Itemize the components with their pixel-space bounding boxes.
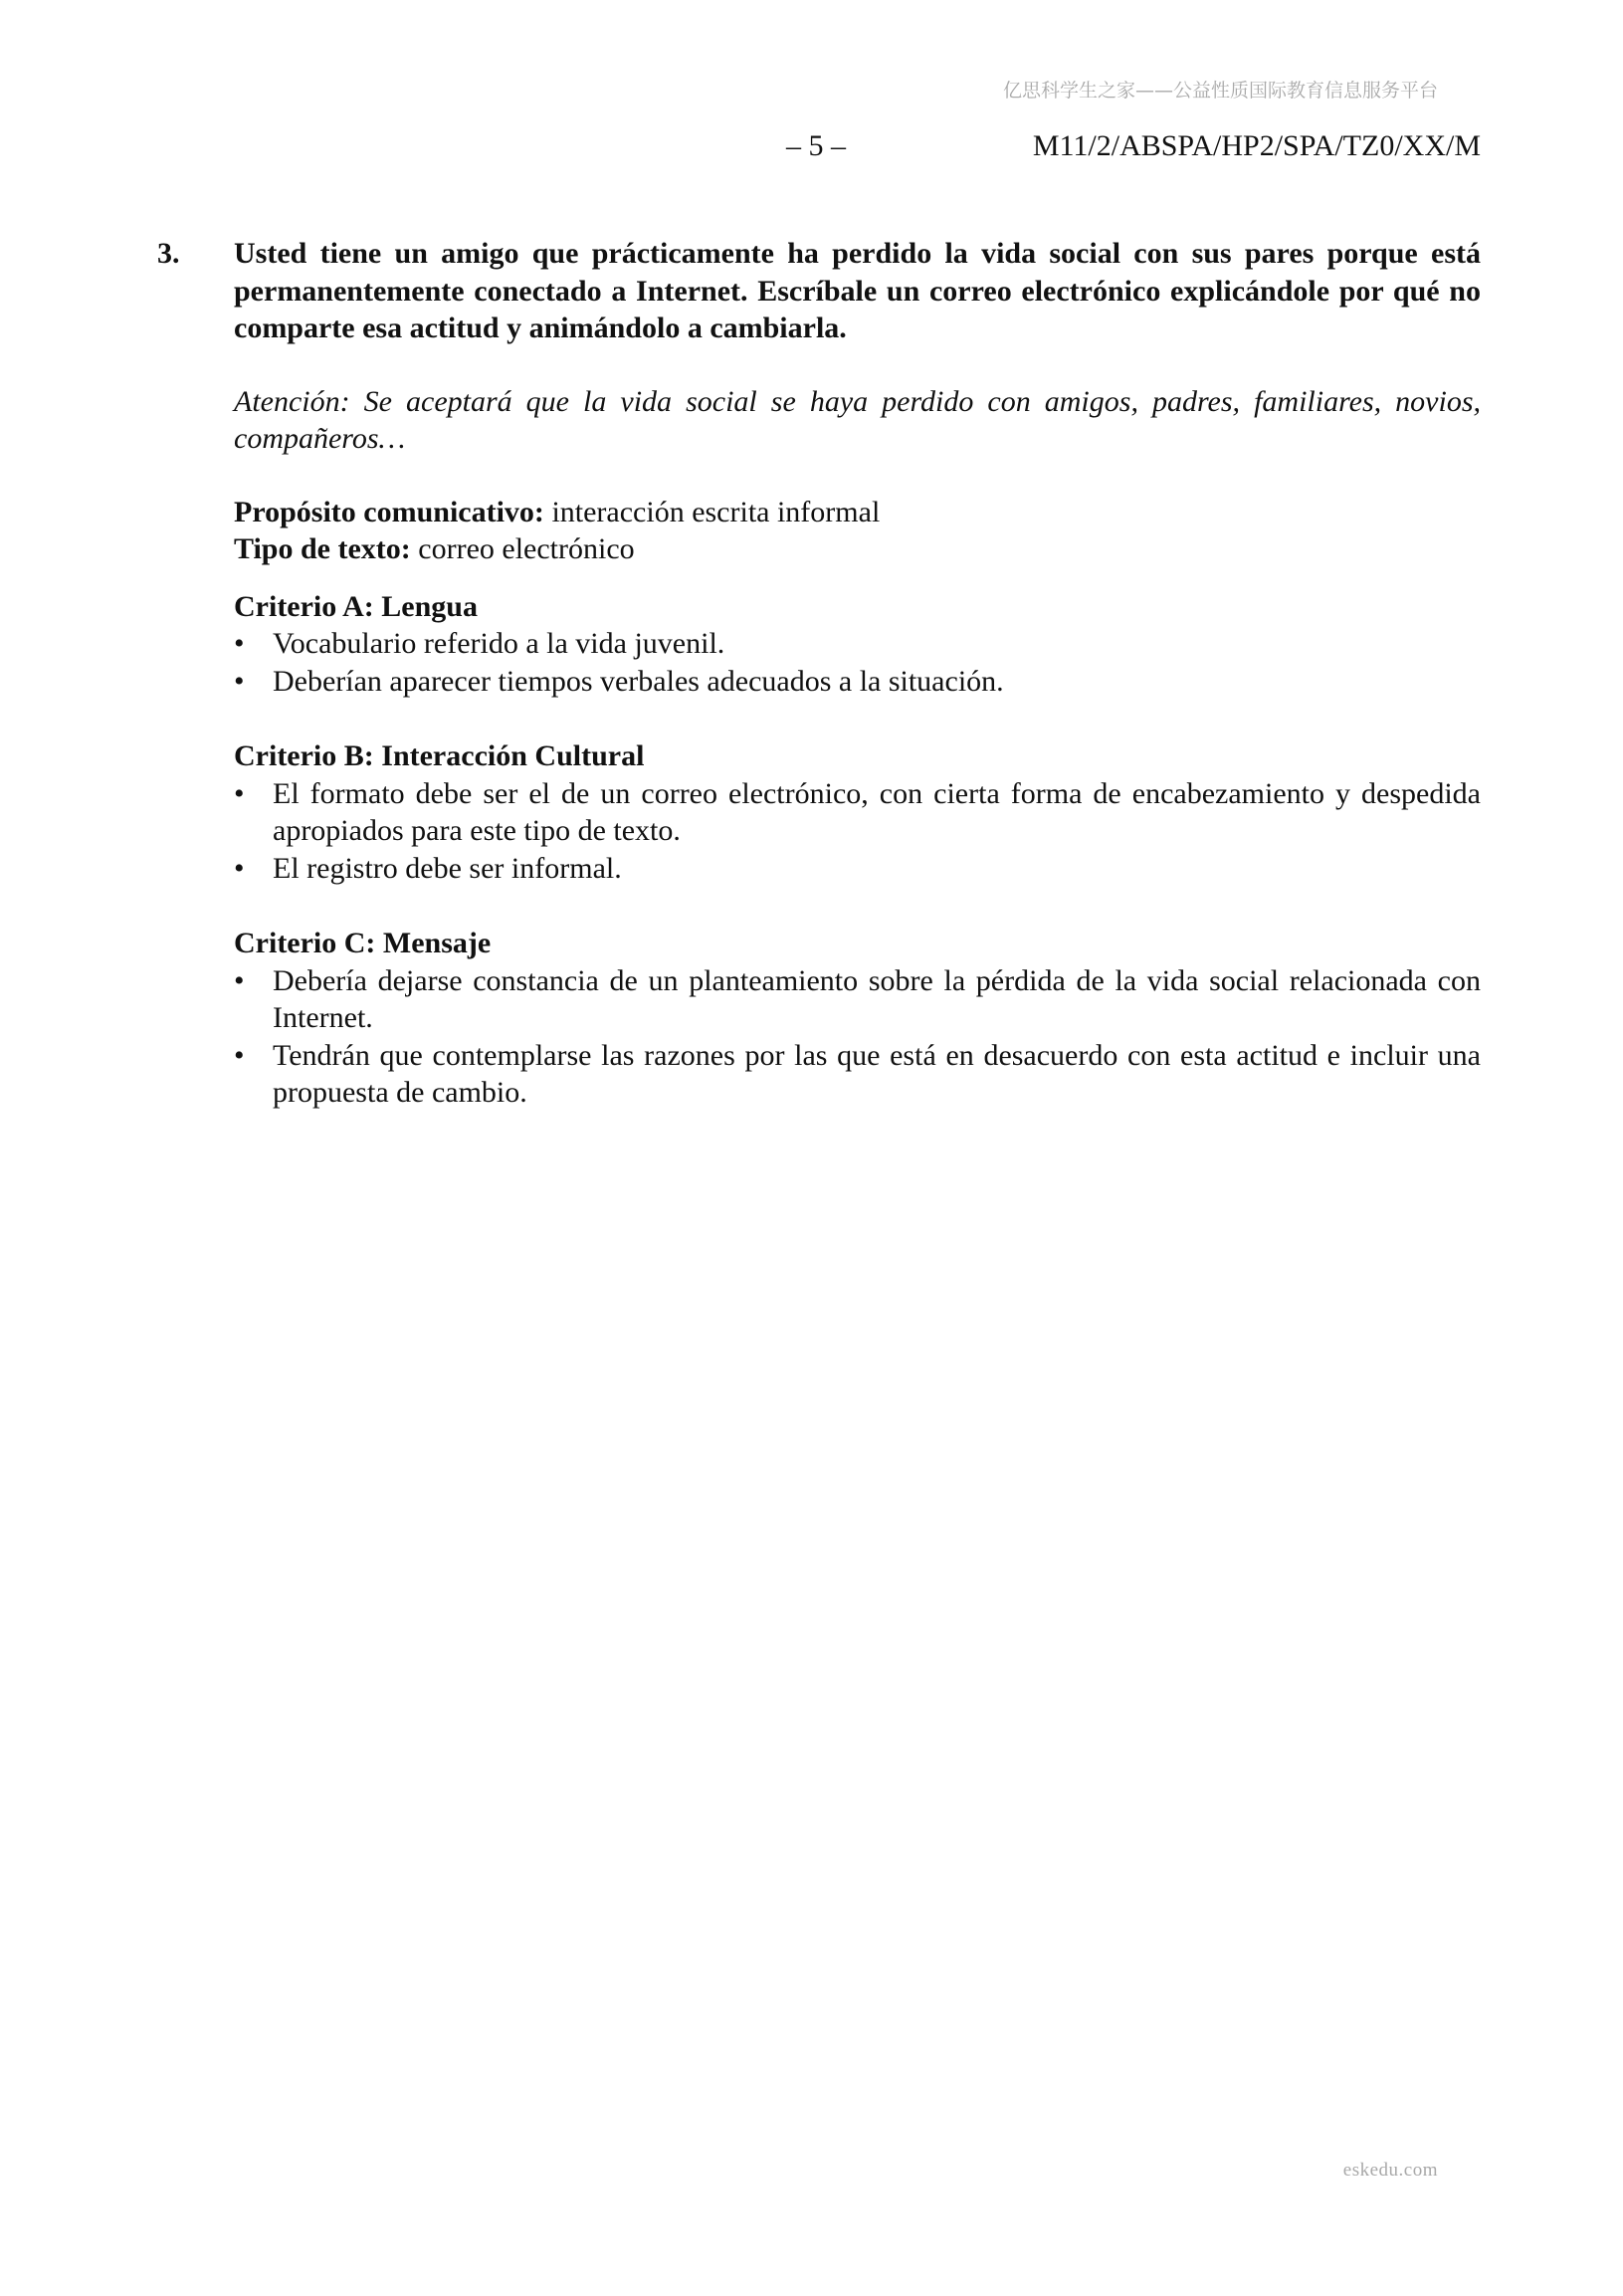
question-text: Usted tiene un amigo que prácticamente ha perdido la vida social con sus pares porque está permanentemente conectado a Internet. Escríbale un correo electrónico explicándole por qué no comparte esa actitud y animándolo a cambiarla. bbox=[234, 237, 1481, 344]
question-body bbox=[234, 235, 1481, 1112]
header-watermark: 亿思科学生之家——公益性质国际教育信息服务平台 bbox=[1002, 80, 1438, 102]
list-item-text: El registro debe ser informal. bbox=[273, 851, 622, 885]
bullet-icon: • bbox=[234, 1038, 245, 1072]
list-item-text: El formato debe ser el de un correo electrónico, con cierta forma de encabezamiento y despedida apropiados para este tipo de texto. bbox=[273, 776, 1481, 847]
criterion-c bbox=[234, 925, 1481, 1112]
criterion-a bbox=[234, 588, 1481, 701]
question-3 bbox=[157, 235, 1481, 1112]
criterion-title: Criterio A: Lengua bbox=[234, 589, 478, 623]
question-note: Atención: Se aceptará que la vida social se haya perdido con amigos, padres, familiares, novios, compañeros… bbox=[234, 384, 1481, 455]
purpose-value: interacción escrita informal bbox=[543, 495, 881, 528]
criterion-bullets bbox=[234, 775, 1481, 888]
list-item-text: Vocabulario referido a la vida juvenil. bbox=[273, 627, 725, 660]
list-item bbox=[234, 775, 1481, 850]
page-content bbox=[157, 235, 1481, 1112]
text-type-value: correo electrónico bbox=[410, 532, 635, 565]
question-number: 3. bbox=[157, 237, 180, 270]
criterion-title: Criterio B: Interacción Cultural bbox=[234, 739, 645, 772]
list-item-text: Deberían aparecer tiempos verbales adecuados a la situación. bbox=[273, 664, 1004, 698]
list-item bbox=[234, 850, 1481, 888]
page-number: – 5 – bbox=[786, 129, 846, 162]
list-item bbox=[234, 625, 1481, 663]
bullet-icon: • bbox=[234, 664, 245, 698]
exam-code: M11/2/ABSPA/HP2/SPA/TZ0/XX/M bbox=[1032, 129, 1481, 162]
text-type-line bbox=[234, 530, 1481, 568]
criterion-title: Criterio C: Mensaje bbox=[234, 927, 492, 959]
list-item bbox=[234, 663, 1481, 701]
list-item bbox=[234, 1037, 1481, 1112]
text-type-label: Tipo de texto: bbox=[234, 532, 411, 565]
list-item-text: Debería dejarse constancia de un planteamiento sobre la pérdida de la vida social relacionada con Internet. bbox=[273, 963, 1481, 1034]
footer-watermark: eskedu.com bbox=[1342, 2160, 1438, 2181]
criterion-bullets bbox=[234, 625, 1481, 700]
criterion-b bbox=[234, 737, 1481, 887]
bullet-icon: • bbox=[234, 851, 245, 885]
list-item bbox=[234, 962, 1481, 1037]
list-item-text: Tendrán que contemplarse las razones por las que está en desacuerdo con esta actitud e incluir una propuesta de cambio. bbox=[273, 1038, 1481, 1109]
bullet-icon: • bbox=[234, 963, 245, 997]
task-info bbox=[234, 494, 1481, 568]
bullet-icon: • bbox=[234, 627, 245, 660]
purpose-line bbox=[234, 494, 1481, 531]
bullet-icon: • bbox=[234, 776, 245, 810]
criterion-bullets bbox=[234, 962, 1481, 1112]
purpose-label: Propósito comunicativo: bbox=[234, 495, 544, 528]
